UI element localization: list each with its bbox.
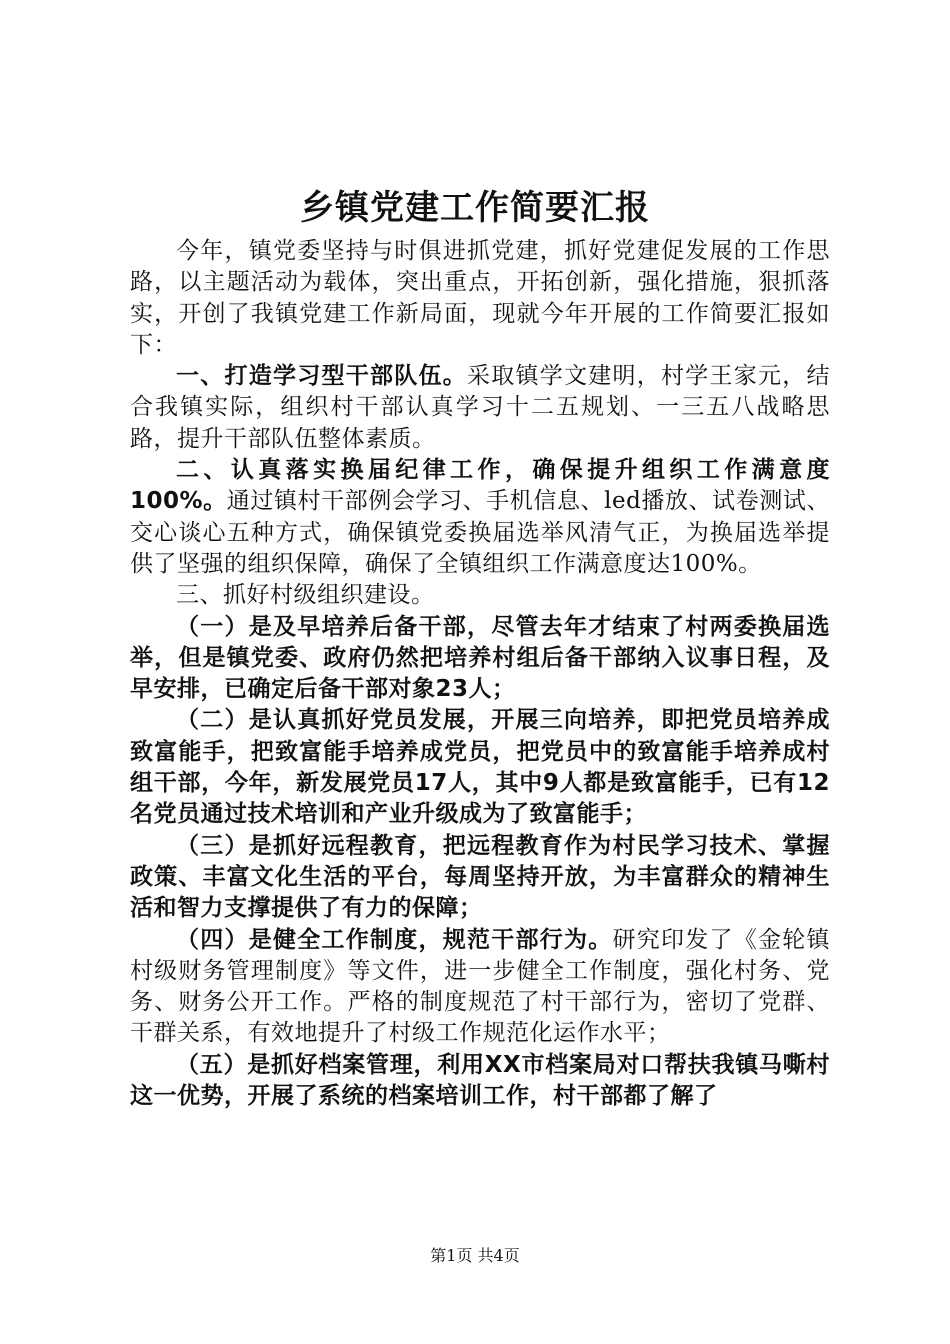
paragraph-lead: （三）是抓好远程教育，把远程教育作为村民学习技术、掌握政策、丰富文化生活的平台，每周坚持开放，为丰富群众的精神生活和智力支撑提供了有力的保障；	[130, 832, 830, 922]
paragraph-text: 三、抓好村级组织建设。	[176, 582, 435, 609]
paragraph-lead: 二、认真落实换届纪律工作，确保提升组织工作满意度100%。	[130, 457, 830, 515]
paragraph-section-1	[130, 361, 830, 455]
paragraph-intro	[130, 236, 830, 361]
page-indicator: 第1页 共4页	[430, 1246, 520, 1265]
paragraph-lead: 一、打造学习型干部队伍。	[176, 363, 467, 390]
document-title: 乡镇党建工作简要汇报	[300, 188, 650, 228]
paragraph-item-2	[130, 705, 830, 830]
document-body	[130, 236, 830, 1112]
paragraph-item-5	[130, 1050, 830, 1113]
paragraph-lead: （五）是抓好档案管理，利用XX市档案局对口帮扶我镇马嘶村这一优势，开展了系统的档案培训工作，村干部都了解了	[130, 1051, 830, 1110]
paragraph-lead: （一）是及早培养后备干部，尽管去年才结束了村两委换届选举，但是镇党委、政府仍然把培养村组后备干部纳入议事日程，及早安排，已确定后备干部对象23人；	[130, 613, 830, 703]
paragraph-text: 今年，镇党委坚持与时俱进抓党建，抓好党建促发展的工作思路，以主题活动为载体，突出重点，开拓创新，强化措施，狠抓落实，开创了我镇党建工作新局面，现就今年开展的工作简要汇报如下：	[130, 238, 830, 358]
paragraph-lead: （二）是认真抓好党员发展，开展三向培养，即把党员培养成致富能手，把致富能手培养成党员，把党员中的致富能手培养成村组干部，今年，新发展党员17人，其中9人都是致富能手，已有12名党员通过技术培训和产业升级成为了致富能手；	[130, 707, 830, 828]
paragraph-lead: （四）是健全工作制度，规范干部行为。	[176, 926, 613, 953]
paragraph-text: 通过镇村干部例会学习、手机信息、led播放、试卷测试、交心谈心五种方式，确保镇党委换届选举风清气正，为换届选举提供了坚强的组织保障，确保了全镇组织工作满意度达100%。	[130, 488, 830, 577]
paragraph-text: 研究印发了《金轮镇村级财务管理制度》等文件，进一步健全工作制度，强化村务、党务、财务公开工作。严格的制度规范了村干部行为，密切了党群、干群关系，有效地提升了村级工作规范化运作水平；	[130, 926, 830, 1047]
paragraph-item-3	[130, 831, 830, 925]
paragraph-item-4	[130, 925, 830, 1050]
paragraph-section-2	[130, 455, 830, 580]
paragraph-item-1	[130, 612, 830, 706]
page-footer	[0, 1245, 950, 1267]
paragraph-section-3	[130, 580, 830, 611]
paragraph-text: 采取镇学文建明，村学王家元，结合我镇实际，组织村干部认真学习十二五规划、一三五八战略思路，提升干部队伍整体素质。	[130, 363, 830, 452]
